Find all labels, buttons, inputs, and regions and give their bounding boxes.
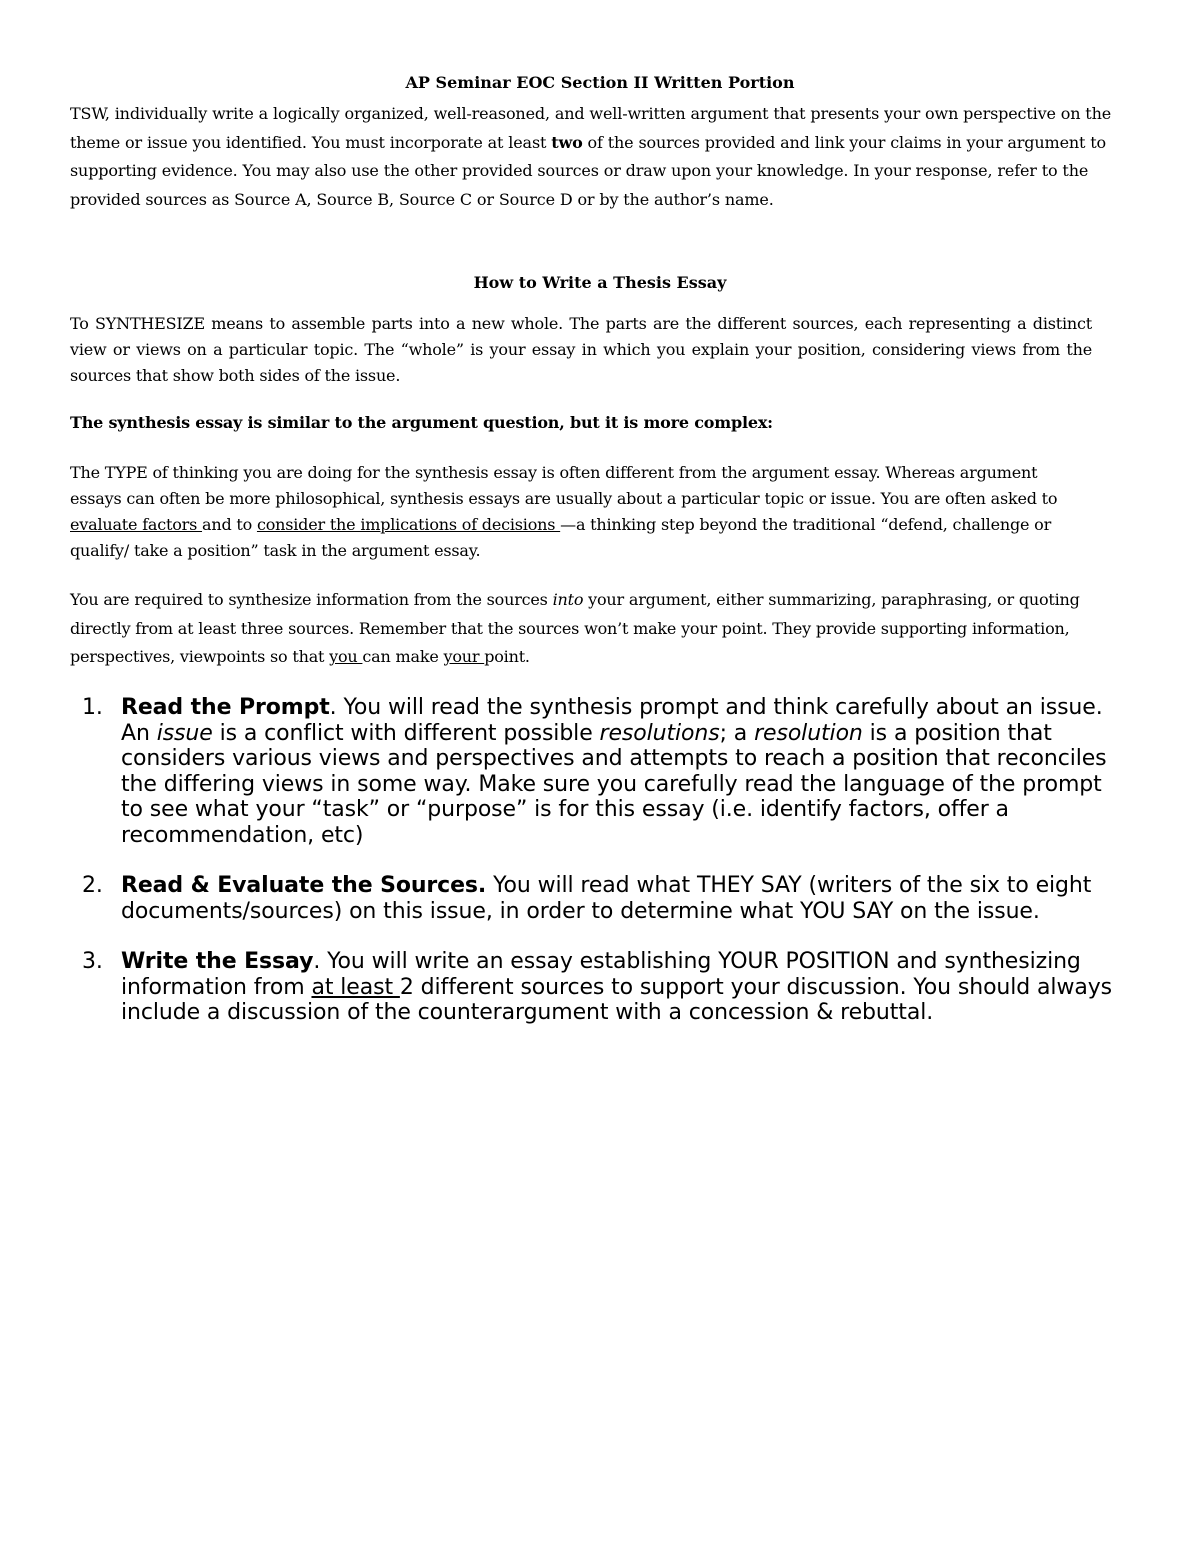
- step-text: . You will read the synthesis prompt and think carefully about an issue. An: [121, 695, 1103, 746]
- required-text-2: your argument, either summarizing, paraphrasing, or quoting directly from at least three sources. Remember that the sources won’t make your point. They provide supporting information, perspectives, viewpoints so that: [70, 590, 1080, 666]
- required-italic: into: [552, 590, 584, 609]
- required-text-3: can make: [362, 647, 444, 666]
- step-italic: resolution: [754, 720, 863, 746]
- list-item: [70, 873, 1130, 924]
- type-text-3: —a thinking step beyond the traditional “defend, challenge or qualify/ take a position” task in the argument essay.: [70, 515, 1052, 560]
- step-text: 2 different sources to support your discussion. You should always include a discussion of the counterargument with a concession & rebuttal.: [121, 974, 1113, 1025]
- type-paragraph: [70, 460, 1090, 564]
- step-text: . You will write an essay establishing YOUR POSITION and synthesizing information from: [121, 949, 1081, 1000]
- required-paragraph: [70, 586, 1130, 672]
- type-underline-1: evaluate factors: [70, 515, 203, 534]
- step-title: Write the Essay: [121, 949, 314, 974]
- required-underline-2: your: [443, 647, 485, 666]
- step-italic: resolutions: [599, 720, 720, 746]
- required-text-1: You are required to synthesize information from the sources: [70, 590, 553, 609]
- step-text: You will read what THEY SAY (writers of the six to eight documents/sources) on this issue, in order to determine what YOU SAY on the issue.: [121, 873, 1092, 924]
- steps-list: [70, 695, 1130, 1051]
- step-text: ; a: [719, 720, 755, 746]
- similar-heading: The synthesis essay is similar to the argument question, but it is more complex:: [70, 413, 773, 432]
- step-title: Read the Prompt: [121, 695, 330, 720]
- step-text: is a position that considers various views and perspectives and attempts to reach a position that reconciles the differing views in some way. Make sure you carefully read the language of the prompt to see what your “task” or “purpose” is for this essay (i.e. identify factors, offer a recommendation, etc): [121, 720, 1107, 848]
- list-item: [70, 949, 1130, 1026]
- intro-paragraph: [70, 100, 1130, 214]
- intro-text-1: TSW, individually write a logically organized, well-reasoned, and well-written argument that presents your own perspective on the theme or issue you identified. You must incorporate at least: [70, 104, 1112, 152]
- required-text-4: point.: [484, 647, 530, 666]
- list-item: [70, 695, 1130, 848]
- step-number: 1.: [82, 695, 103, 720]
- intro-bold-word: two: [551, 132, 583, 152]
- step-underline: at least: [311, 974, 400, 1000]
- page-title: AP Seminar EOC Section II Written Portion: [405, 73, 795, 92]
- type-text-2: and to: [202, 515, 257, 534]
- step-title: Read & Evaluate the Sources.: [121, 873, 487, 898]
- step-italic: issue: [156, 720, 213, 746]
- type-text-1: The TYPE of thinking you are doing for the synthesis essay is often different from the argument essay. Whereas argument essays can often be more philosophical, synthesis essays are usually about a particular topic or issue. You are often asked to: [70, 463, 1058, 508]
- step-text: is a conflict with different possible: [212, 720, 600, 746]
- required-underline-1: you: [329, 647, 363, 666]
- section-heading: How to Write a Thesis Essay: [473, 273, 727, 292]
- type-underline-2: consider the implications of decisions: [256, 515, 561, 534]
- step-number: 2.: [82, 873, 103, 898]
- synthesize-paragraph: To SYNTHESIZE means to assemble parts into a new whole. The parts are the different sources, each representing a distinct view or views on a particular topic. The “whole” is your essay in which you explain your position, considering views from the sources that show both sides of the issue.: [70, 314, 1092, 385]
- step-number: 3.: [82, 949, 103, 974]
- intro-text-2: of the sources provided and link your claims in your argument to supporting evidence. You may also use the other provided sources or draw upon your knowledge. In your response, refer to the provided sources as Source A, Source B, Source C or Source D or by the author’s name.: [70, 132, 1107, 209]
